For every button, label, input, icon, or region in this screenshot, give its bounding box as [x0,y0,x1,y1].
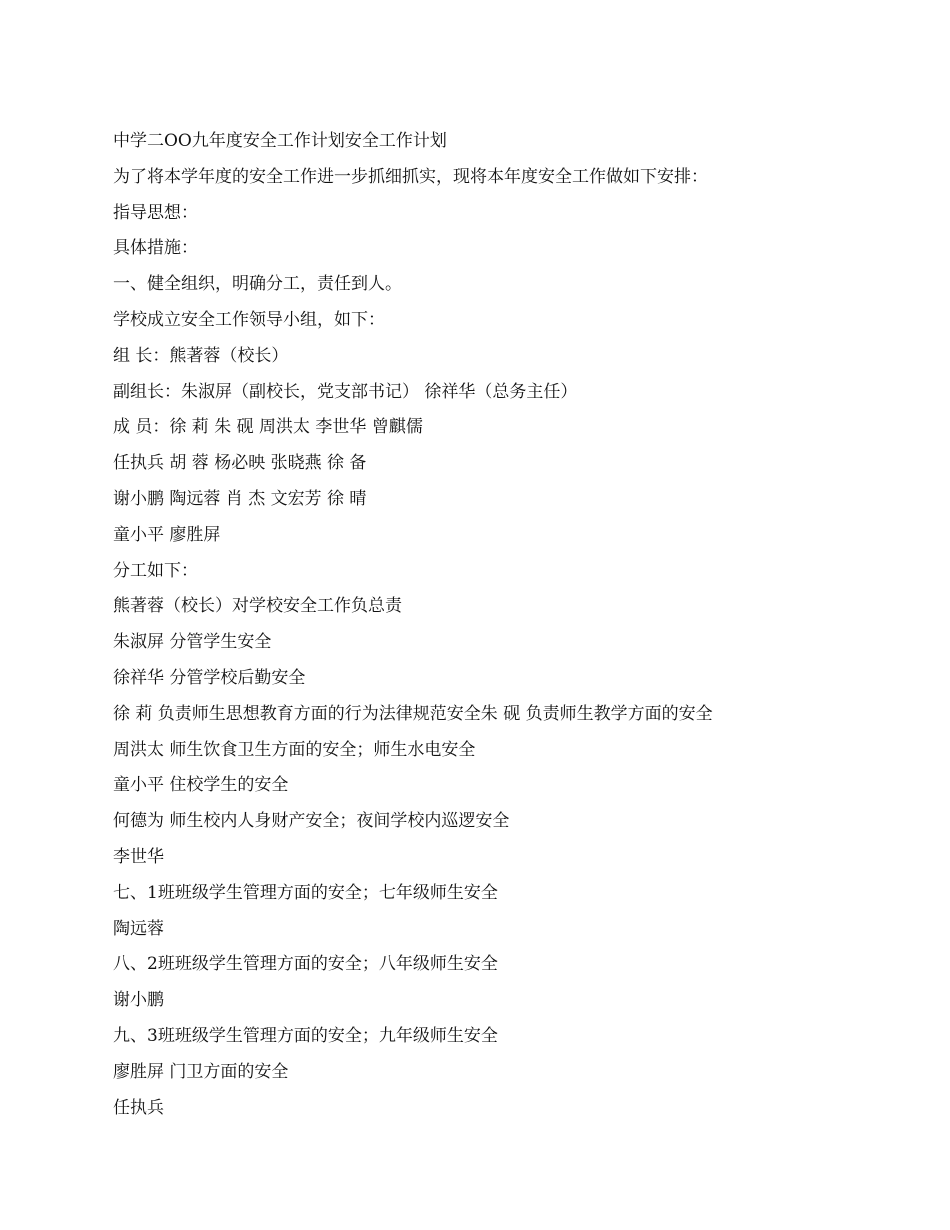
section-heading-specific-measures: 具体措施： [113,238,198,259]
text-line: 谢小鹏 陶远蓉 肖 杰 文宏芳 徐 晴 [113,488,367,509]
document-title: 中学二OO九年度安全工作计划安全工作计划 [113,131,447,151]
text-line: 八、2班班级学生管理方面的安全；八年级师生安全 [113,954,498,975]
text-line: 谢小鹏 [113,990,164,1011]
text-line: 童小平 住校学生的安全 [113,775,289,796]
text-line: 周洪太 师生饮食卫生方面的安全；师生水电安全 [113,739,476,760]
measure-heading-1: 一、健全组织，明确分工，责任到人。 [113,274,402,295]
text-line: 陶远蓉 [113,918,164,939]
text-line: 朱淑屏 分管学生安全 [113,632,272,653]
text-line: 熊著蓉（校长）对学校安全工作负总责 [113,596,402,617]
text-line: 童小平 廖胜屏 [113,524,221,545]
intro-paragraph: 为了将本学年度的安全工作进一步抓细抓实，现将本年度安全工作做如下安排： [113,166,708,187]
text-line: 任执兵 [113,1097,164,1118]
text-line: 何德为 师生校内人身财产安全；夜间学校内巡逻安全 [113,811,510,832]
text-line: 组 长：熊著蓉（校长） [113,345,289,366]
text-line: 廖胜屏 门卫方面的安全 [113,1061,289,1082]
text-line: 成 员：徐 莉 朱 砚 周洪太 李世华 曾麒儒 [113,417,423,438]
document-body [113,124,873,1126]
text-line: 七、1班班级学生管理方面的安全；七年级师生安全 [113,882,498,903]
text-line: 九、3班班级学生管理方面的安全；九年级师生安全 [113,1025,498,1046]
text-line: 李世华 [113,846,164,867]
text-line: 副组长：朱淑屏（副校长，党支部书记） 徐祥华（总务主任） [113,381,578,402]
text-line: 分工如下： [113,560,198,581]
section-heading-guiding-ideology: 指导思想： [113,202,198,223]
text-line: 徐祥华 分管学校后勤安全 [113,667,306,688]
text-line: 徐 莉 负责师生思想教育方面的行为法律规范安全朱 砚 负责师生教学方面的安全 [113,703,713,724]
text-line: 任执兵 胡 蓉 杨必映 张晓燕 徐 备 [113,453,367,474]
text-line: 学校成立安全工作领导小组，如下： [113,309,385,330]
